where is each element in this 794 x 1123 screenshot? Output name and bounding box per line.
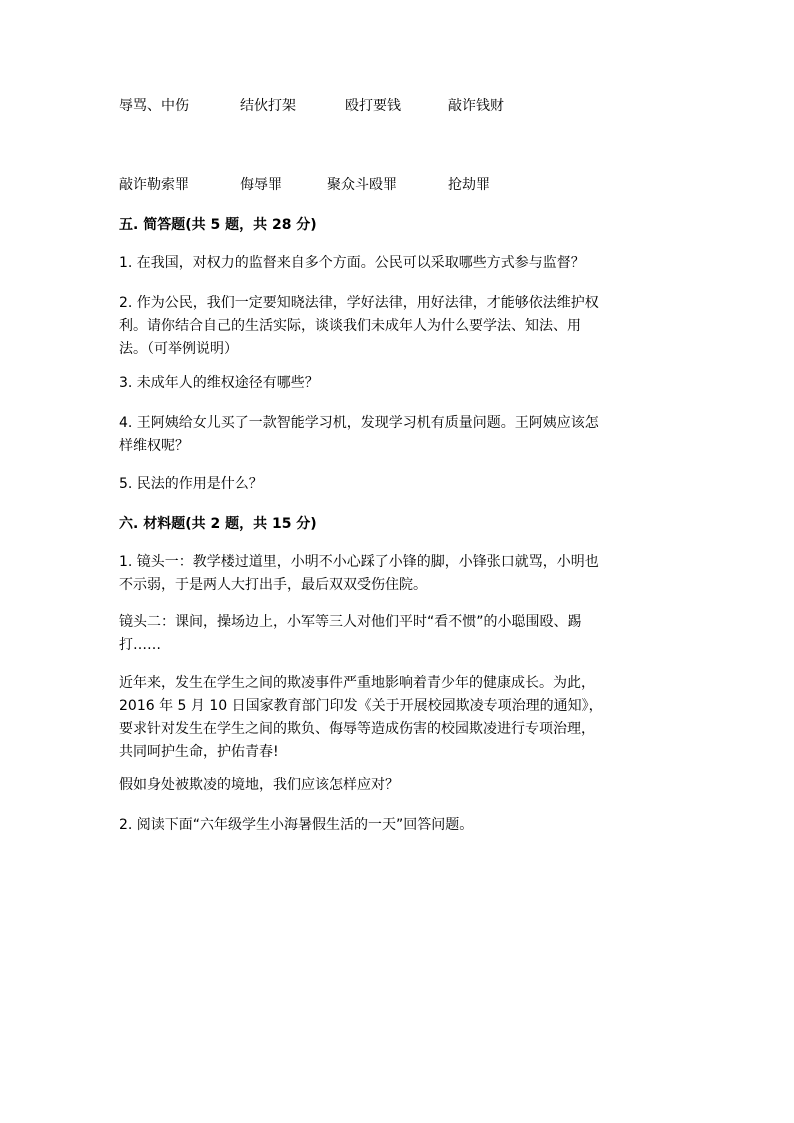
text-line: 要求针对发生在学生之间的欺负、侮辱等造成伤害的校园欺凌进行专项治理， — [119, 721, 595, 737]
text-line: 利。请你结合自己的生活实际，谈谈我们未成年人为什么要学法、知法、用 — [119, 318, 581, 334]
material-paragraph — [119, 611, 675, 657]
question-item — [119, 372, 675, 395]
section-6-title: 六. 材料题(共 2 题，共 15 分) — [119, 516, 317, 532]
text-line: 2. 作为公民，我们一定要知晓法律，学好法律，用好法律，才能够依法维护权 — [119, 295, 599, 311]
question-item — [119, 252, 675, 275]
option-item: 敲诈勒索罪 — [119, 177, 189, 193]
section-5-title: 五. 简答题(共 5 题，共 28 分) — [119, 217, 317, 233]
text-line: 3. 未成年人的维权途径有哪些？ — [119, 375, 319, 391]
text-line: 1. 镜头一：教学楼过道里，小明不小心踩了小锋的脚，小锋张口就骂，小明也 — [119, 554, 599, 570]
material-paragraph — [119, 672, 675, 764]
text-line: 2016 年 5 月 10 日国家教育部门印发《关于开展校园欺凌专项治理的通知》， — [119, 698, 603, 714]
material-paragraph — [119, 551, 675, 597]
material-paragraph — [119, 814, 675, 837]
option-item: 抢劫罪 — [448, 177, 490, 193]
question-item — [119, 412, 675, 458]
option-item: 结伙打架 — [240, 98, 296, 114]
text-line: 2. 阅读下面“六年级学生小海暑假生活的一天”回答问题。 — [119, 817, 474, 833]
option-item: 敲诈钱财 — [448, 98, 504, 114]
text-line: 5. 民法的作用是什么？ — [119, 476, 263, 492]
material-paragraph — [119, 774, 675, 797]
text-line: 不示弱，于是两人大打出手，最后双双受伤住院。 — [119, 577, 427, 593]
option-item: 聚众斗殴罪 — [327, 177, 397, 193]
option-item: 殴打要钱 — [345, 98, 401, 114]
question-item — [119, 473, 675, 496]
text-line: 1. 在我国，对权力的监督来自多个方面。公民可以采取哪些方式参与监督？ — [119, 255, 585, 271]
text-line: 样维权呢？ — [119, 438, 189, 454]
text-line: 镜头二：课间，操场边上，小军等三人对他们平时“看不惯”的小聪围殴、踢 — [119, 614, 582, 630]
text-line: 近年来，发生在学生之间的欺凌事件严重地影响着青少年的健康成长。为此， — [119, 675, 595, 691]
option-item: 辱骂、中伤 — [119, 98, 189, 114]
question-item — [119, 292, 675, 361]
option-item: 侮辱罪 — [240, 177, 282, 193]
text-line: 假如身处被欺凌的境地，我们应该怎样应对？ — [119, 777, 399, 793]
text-line: 打…… — [119, 637, 161, 653]
text-line: 共同呵护生命，护佑青春! — [119, 744, 279, 760]
text-line: 法。（可举例说明） — [119, 341, 238, 357]
text-line: 4. 王阿姨给女儿买了一款智能学习机，发现学习机有质量问题。王阿姨应该怎 — [119, 415, 599, 431]
